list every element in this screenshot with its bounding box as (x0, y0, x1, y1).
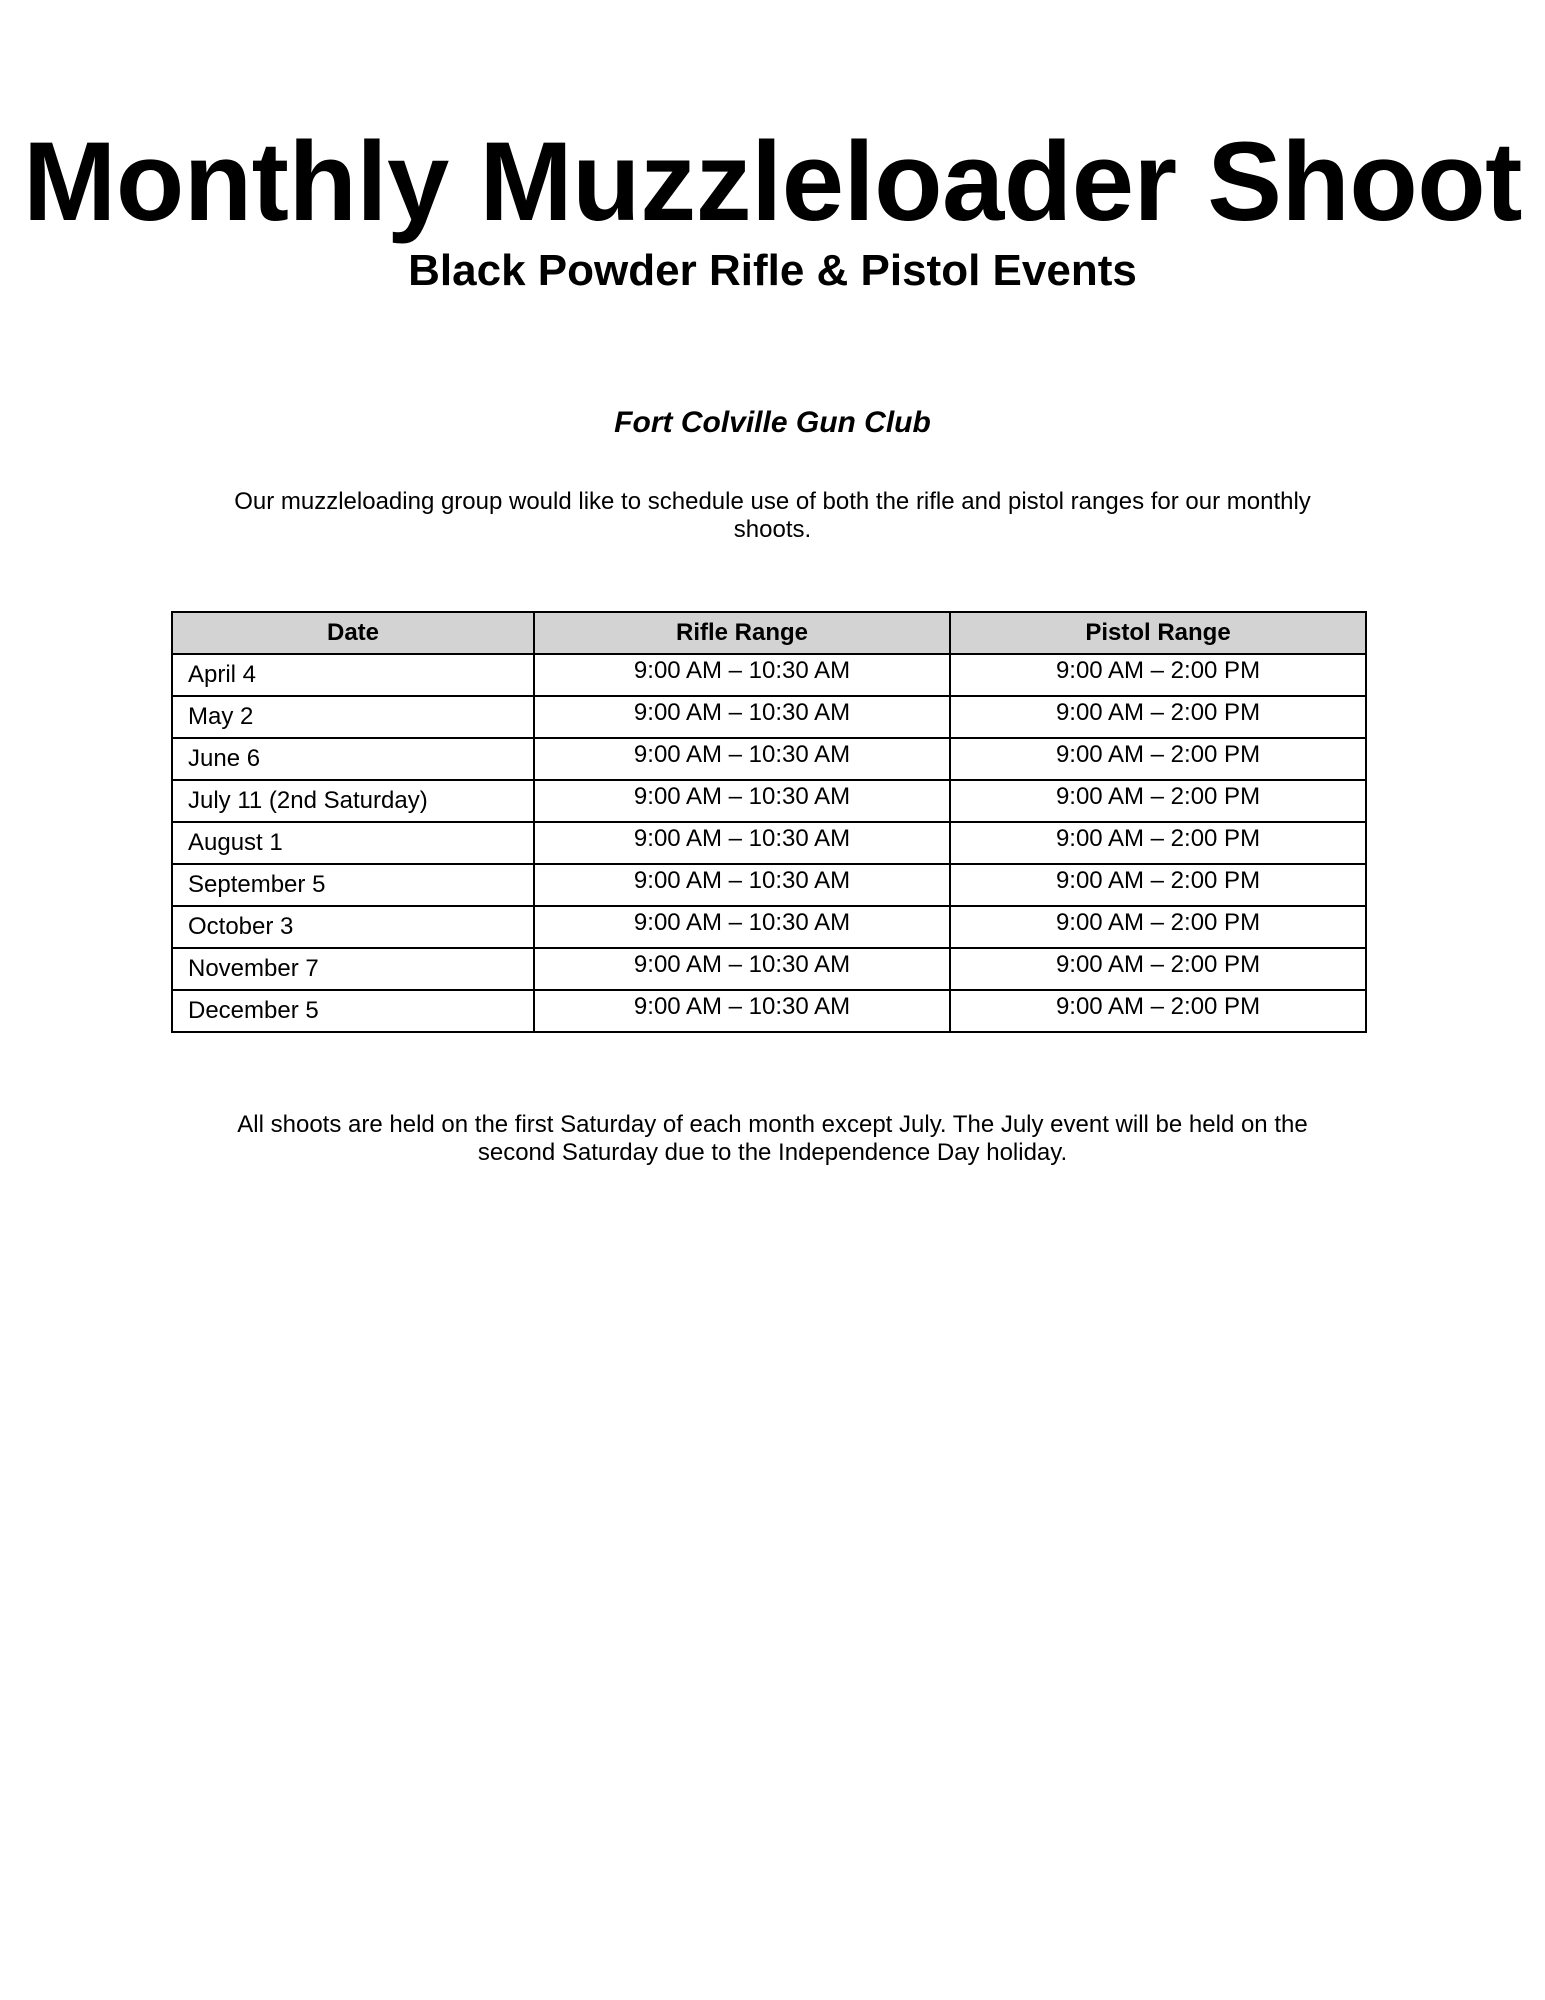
rifle-range-cell: 9:00 AM – 10:30 AM (534, 864, 950, 906)
rifle-range-cell: 9:00 AM – 10:30 AM (534, 990, 950, 1032)
table-row (172, 654, 1366, 696)
table-row (172, 948, 1366, 990)
table-row (172, 780, 1366, 822)
date-cell: June 6 (172, 738, 534, 780)
rifle-range-cell: 9:00 AM – 10:30 AM (534, 948, 950, 990)
header-date: Date (172, 612, 534, 654)
rifle-range-cell: 9:00 AM – 10:30 AM (534, 738, 950, 780)
date-cell: May 2 (172, 696, 534, 738)
club-name: Fort Colville Gun Club (614, 406, 931, 439)
table-row (172, 990, 1366, 1032)
intro-paragraph: Our muzzleloading group would like to schedule use of both the rifle and pistol ranges for our monthly shoots. (234, 488, 1311, 543)
date-cell: July 11 (2nd Saturday) (172, 780, 534, 822)
rifle-range-cell: 9:00 AM – 10:30 AM (534, 654, 950, 696)
schedule-table (171, 611, 1367, 1033)
rifle-range-cell: 9:00 AM – 10:30 AM (534, 822, 950, 864)
page-subtitle: Black Powder Rifle & Pistol Events (408, 246, 1137, 295)
rifle-range-cell: 9:00 AM – 10:30 AM (534, 696, 950, 738)
pistol-range-cell: 9:00 AM – 2:00 PM (950, 864, 1366, 906)
table-row (172, 906, 1366, 948)
pistol-range-cell: 9:00 AM – 2:00 PM (950, 822, 1366, 864)
footnote-paragraph: All shoots are held on the first Saturday of each month except July. The July event will be held on the second Saturday due to the Independence Day holiday. (237, 1111, 1308, 1166)
pistol-range-cell: 9:00 AM – 2:00 PM (950, 906, 1366, 948)
table-row (172, 822, 1366, 864)
header-pistol-range: Pistol Range (950, 612, 1366, 654)
pistol-range-cell: 9:00 AM – 2:00 PM (950, 654, 1366, 696)
rifle-range-cell: 9:00 AM – 10:30 AM (534, 906, 950, 948)
pistol-range-cell: 9:00 AM – 2:00 PM (950, 738, 1366, 780)
table-header-row (172, 612, 1366, 654)
pistol-range-cell: 9:00 AM – 2:00 PM (950, 696, 1366, 738)
pistol-range-cell: 9:00 AM – 2:00 PM (950, 780, 1366, 822)
date-cell: November 7 (172, 948, 534, 990)
date-cell: October 3 (172, 906, 534, 948)
date-cell: December 5 (172, 990, 534, 1032)
rifle-range-cell: 9:00 AM – 10:30 AM (534, 780, 950, 822)
page-title: Monthly Muzzleloader Shoot (23, 119, 1522, 244)
table-row (172, 696, 1366, 738)
pistol-range-cell: 9:00 AM – 2:00 PM (950, 990, 1366, 1032)
pistol-range-cell: 9:00 AM – 2:00 PM (950, 948, 1366, 990)
date-cell: April 4 (172, 654, 534, 696)
date-cell: September 5 (172, 864, 534, 906)
header-rifle-range: Rifle Range (534, 612, 950, 654)
table-row (172, 738, 1366, 780)
date-cell: August 1 (172, 822, 534, 864)
table-row (172, 864, 1366, 906)
